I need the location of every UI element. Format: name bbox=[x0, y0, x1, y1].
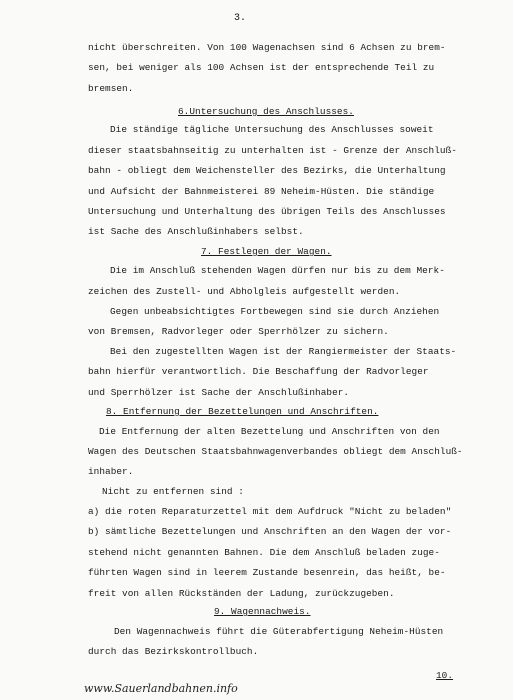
body-line: bahn hierfür verantwortlich. Die Beschaffung der Radvorleger bbox=[88, 366, 429, 377]
body-line: ist Sache des Anschlußinhabers selbst. bbox=[88, 226, 304, 237]
body-line: Untersuchung und Unterhaltung des übrigen Teils des Anschlusses bbox=[88, 206, 446, 217]
body-line: Die ständige tägliche Untersuchung des Anschlusses soweit bbox=[110, 124, 434, 135]
body-line: Die Entfernung der alten Bezettelung und Anschriften von den bbox=[99, 426, 440, 437]
body-line: dieser staatsbahnseitig zu unterhalten ist - Grenze der Anschluß- bbox=[88, 145, 457, 156]
body-line: Den Wagennachweis führt die Güterabfertigung Neheim-Hüsten bbox=[114, 626, 444, 637]
body-line: stehend nicht genannten Bahnen. Die dem Anschluß beladen zuge- bbox=[88, 547, 440, 558]
section-heading: 6.Untersuchung des Anschlusses. bbox=[178, 106, 354, 117]
section-heading: 9. Wagennachweis. bbox=[214, 606, 311, 617]
body-line: inhaber. bbox=[88, 466, 134, 477]
intro-line: bremsen. bbox=[88, 83, 134, 94]
intro-line: sen, bei weniger als 100 Achsen ist der entsprechende Teil zu bbox=[88, 62, 435, 73]
body-line: bahn - obliegt dem Weichensteller des Bezirks, die Unterhaltung bbox=[88, 165, 446, 176]
section-heading: 7. Festlegen der Wagen. bbox=[201, 246, 332, 257]
body-line: und Sperrhölzer ist Sache der Anschlußinhaber. bbox=[88, 387, 350, 398]
body-line: zeichen des Zustell- und Abholgleis aufgestellt werden. bbox=[88, 286, 401, 297]
body-line: Nicht zu entfernen sind : bbox=[102, 486, 244, 497]
body-line: Wagen des Deutschen Staatsbahnwagenverbandes obliegt dem Anschluß- bbox=[88, 446, 463, 457]
continuation-mark: 10. bbox=[436, 670, 454, 681]
body-line: führten Wagen sind in leerem Zustande besenrein, das heißt, be- bbox=[88, 567, 446, 578]
body-line: freit von allen Rückständen der Ladung, zurückzugeben. bbox=[88, 588, 395, 599]
section-heading: 8. Entfernung der Bezettelungen und Anschriften. bbox=[106, 406, 379, 417]
body-line: b) sämtliche Bezettelungen und Anschriften an den Wagen der vor- bbox=[88, 526, 452, 537]
body-line: von Bremsen, Radvorleger oder Sperrhölzer zu sichern. bbox=[88, 326, 389, 337]
body-line: durch das Bezirkskontrollbuch. bbox=[88, 646, 259, 657]
watermark: www.Sauerlandbahnen.info bbox=[84, 682, 238, 695]
body-line: a) die roten Reparaturzettel mit dem Aufdruck "Nicht zu beladen" bbox=[88, 506, 452, 517]
intro-line: nicht überschreiten. Von 100 Wagenachsen sind 6 Achsen zu brem- bbox=[88, 42, 446, 53]
page-number: 3. bbox=[234, 13, 247, 24]
body-line: Die im Anschluß stehenden Wagen dürfen nur bis zu dem Merk- bbox=[110, 265, 445, 276]
body-line: Gegen unbeabsichtigtes Fortbewegen sind sie durch Anziehen bbox=[110, 306, 440, 317]
body-line: und Aufsicht der Bahnmeisterei 89 Neheim-Hüsten. Die ständige bbox=[88, 186, 435, 197]
body-line: Bei den zugestellten Wagen ist der Rangiermeister der Staats- bbox=[110, 346, 457, 357]
